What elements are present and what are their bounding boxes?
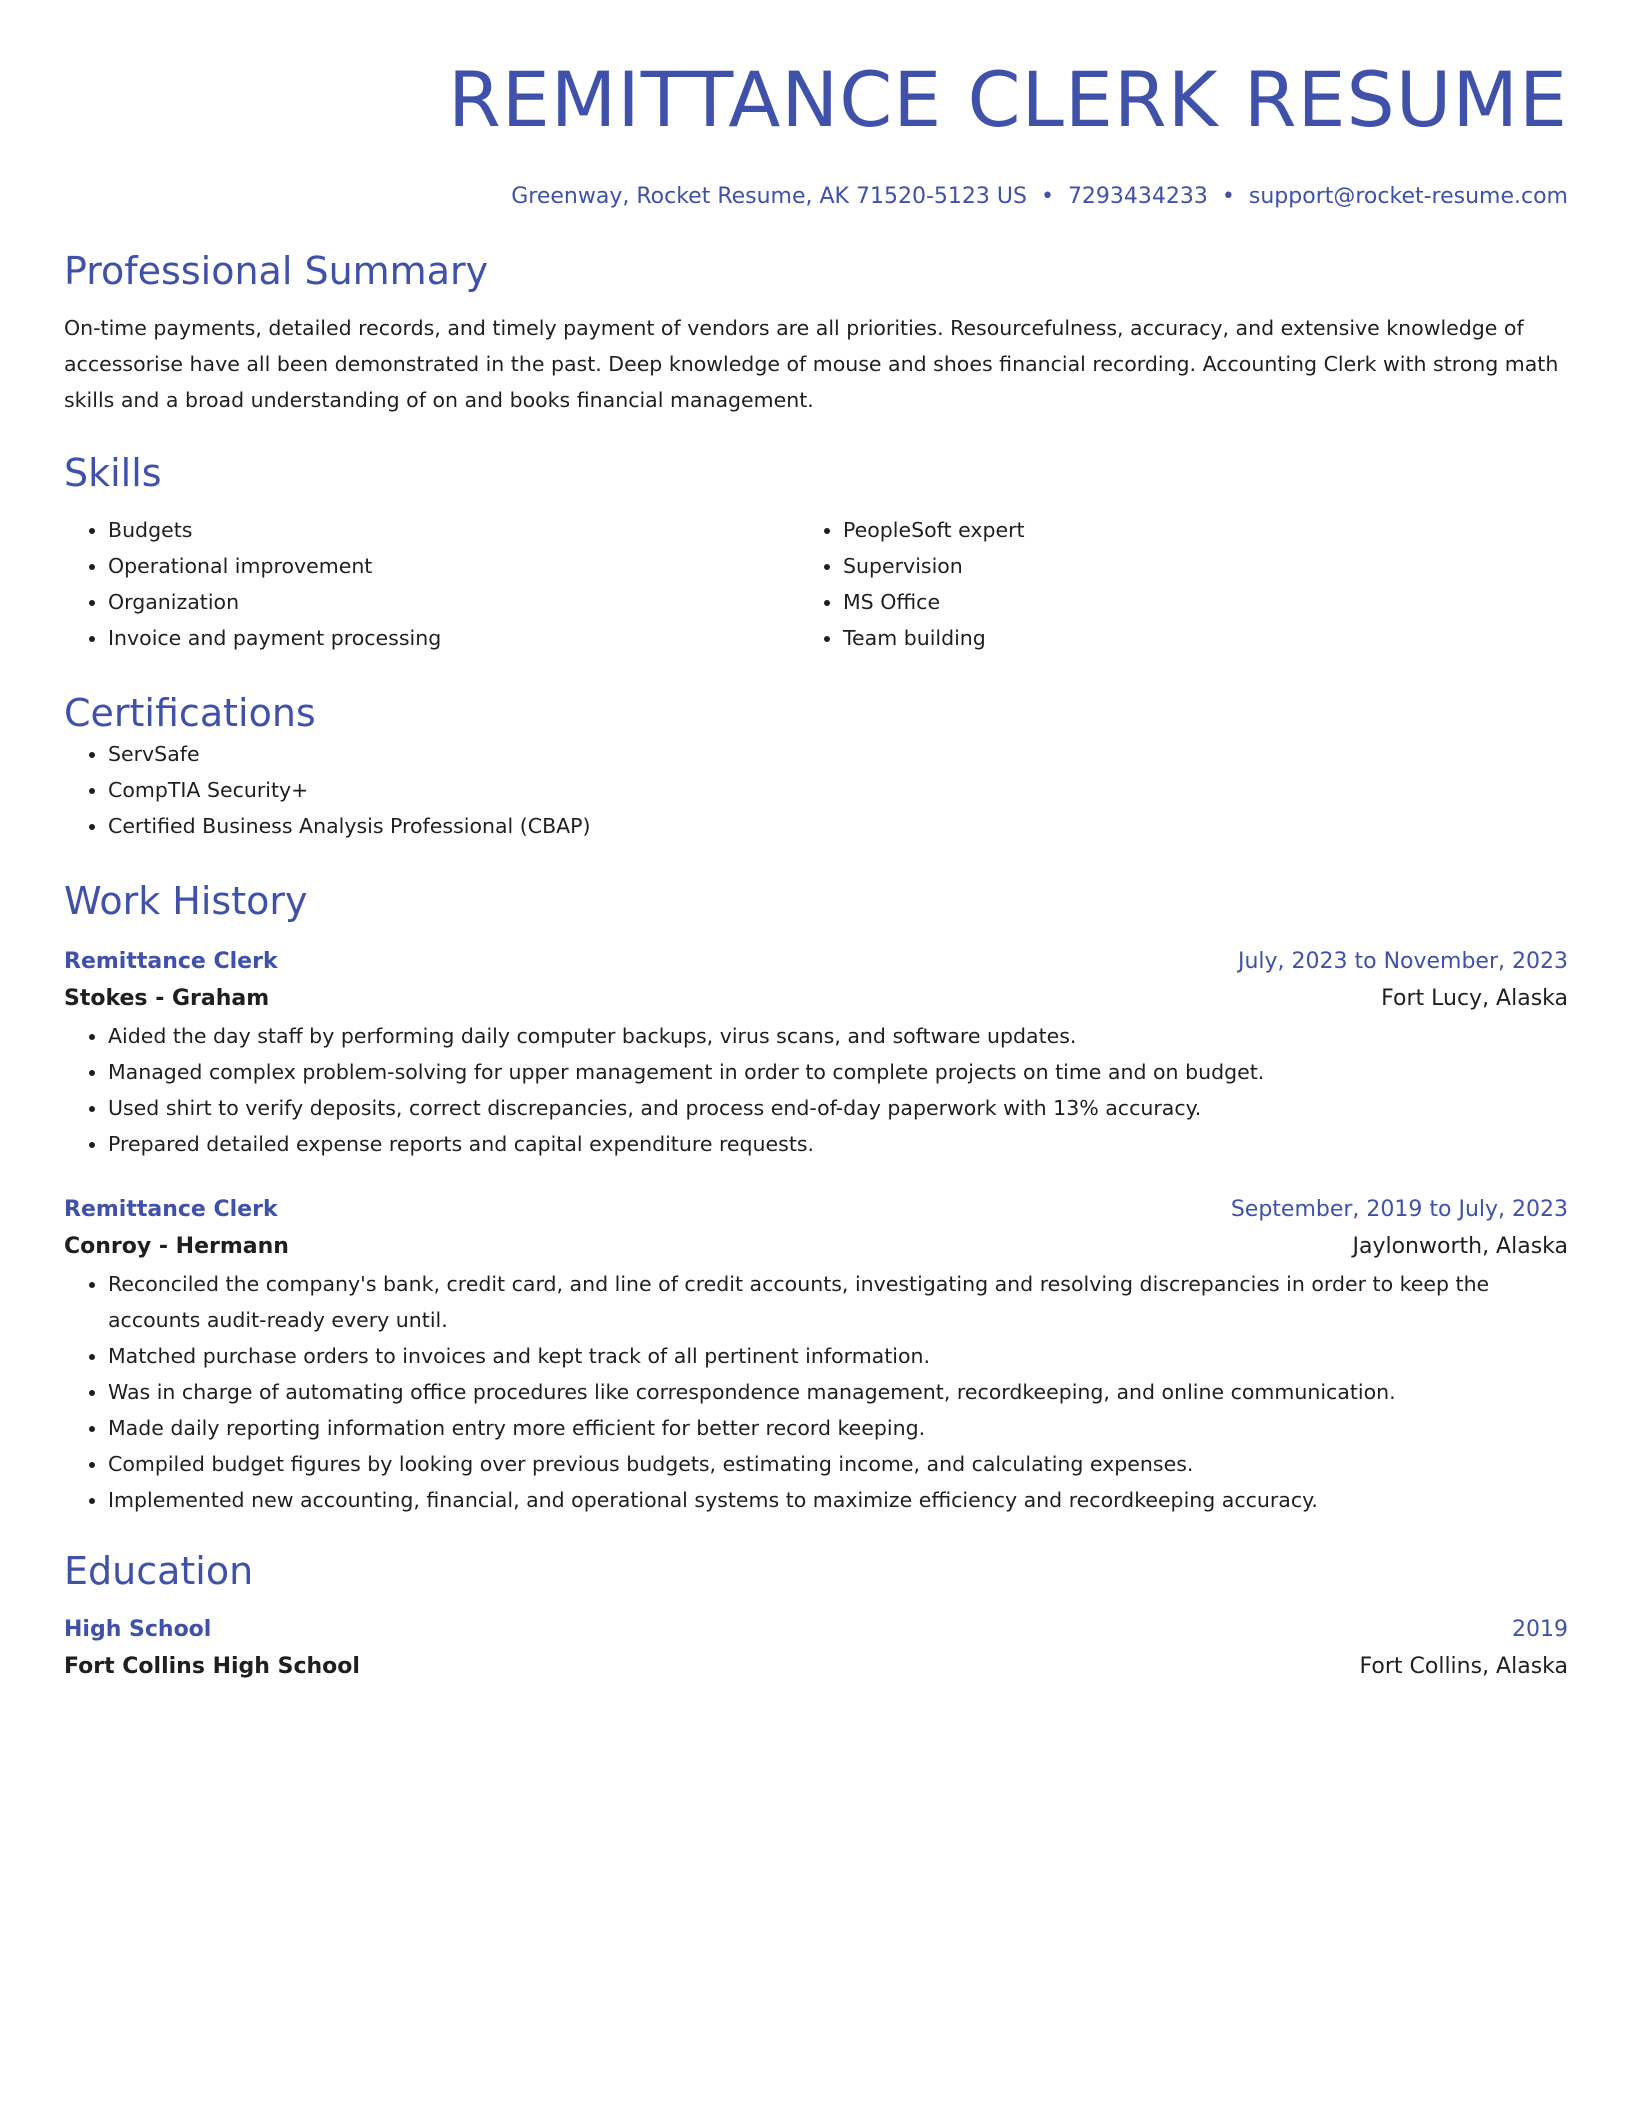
skill-item: • Invoice and payment processing [108, 620, 799, 656]
job-duty: • Made daily reporting information entry more efficient for better record keeping. [108, 1410, 1568, 1446]
education-degree: High School [64, 1617, 212, 1642]
skill-item: • Supervision [843, 548, 1534, 584]
school-name: Fort Collins High School [64, 1654, 360, 1679]
education-entry-subheader [64, 1648, 1568, 1686]
section-title-skills: Skills [64, 451, 162, 495]
certification-item: • CompTIA Security+ [108, 772, 1568, 808]
contact-separator: • [1221, 184, 1235, 209]
job-title: Remittance Clerk [64, 1197, 278, 1222]
education-year: 2019 [1512, 1617, 1568, 1642]
work-entry [64, 1192, 1568, 1518]
company-name: Stokes - Graham [64, 986, 270, 1011]
skill-item: • Budgets [108, 512, 799, 548]
contact-email: support@rocket-resume.com [1248, 184, 1568, 209]
skill-item: • Organization [108, 584, 799, 620]
job-duty: • Managed complex problem-solving for upper management in order to complete projects on time and on budget. [108, 1054, 1568, 1090]
contact-line [64, 182, 1568, 212]
job-location: Fort Lucy, Alaska [1381, 986, 1568, 1011]
work-entry [64, 944, 1568, 1162]
job-location: Jaylonworth, Alaska [1352, 1234, 1568, 1259]
resume-header [64, 52, 1568, 212]
skills-list-left [64, 512, 799, 656]
job-duty: • Reconciled the company's bank, credit card, and line of credit accounts, investigating and resolving discrepancies in order to keep the accounts audit-ready every until. [108, 1266, 1568, 1338]
summary-text: On-time payments, detailed records, and timely payment of vendors are all priorities. Resourcefulness, accuracy, and extensive knowledge of accessorise have all been demonstrated in the past. Deep knowledge of mouse and shoes financial recording. Accounting Clerk with strong math skills and a broad understanding of on and books financial management. [64, 316, 1559, 412]
work-entry-subheader [64, 1228, 1568, 1266]
job-dates: July, 2023 to November, 2023 [1237, 949, 1568, 974]
job-duties-list [64, 1266, 1568, 1518]
contact-separator: • [1040, 184, 1054, 209]
contact-phone: 7293434233 [1067, 184, 1208, 209]
skill-item: • PeopleSoft expert [843, 512, 1534, 548]
contact-address: Greenway, Rocket Resume, AK 71520-5123 US [511, 184, 1027, 209]
section-title-work-history: Work History [64, 879, 308, 923]
job-duty: • Was in charge of automating office procedures like correspondence management, recordkeeping, and online communication. [108, 1374, 1568, 1410]
work-entry-header [64, 1192, 1568, 1228]
work-entry-subheader [64, 980, 1568, 1018]
education-entry [64, 1612, 1568, 1686]
skill-item: • Operational improvement [108, 548, 799, 584]
skill-item: • MS Office [843, 584, 1534, 620]
job-duty: • Matched purchase orders to invoices and kept track of all pertinent information. [108, 1338, 1568, 1374]
job-dates: September, 2019 to July, 2023 [1230, 1197, 1568, 1222]
job-title: Remittance Clerk [64, 949, 278, 974]
education-entry-header [64, 1612, 1568, 1648]
certification-item: • Certified Business Analysis Professional (CBAP) [108, 808, 1568, 844]
job-duty: • Aided the day staff by performing daily computer backups, virus scans, and software updates. [108, 1018, 1568, 1054]
skills-grid [64, 512, 1568, 656]
job-duty: • Implemented new accounting, financial, and operational systems to maximize efficiency and recordkeeping accuracy. [108, 1482, 1568, 1518]
company-name: Conroy - Hermann [64, 1234, 289, 1259]
skills-column-right [799, 512, 1534, 656]
skill-item: • Team building [843, 620, 1534, 656]
job-duty: • Used shirt to verify deposits, correct discrepancies, and process end-of-day paperwork with 13% accuracy. [108, 1090, 1568, 1126]
section-title-education: Education [64, 1549, 254, 1593]
skills-list-right [799, 512, 1534, 656]
certifications-list [64, 736, 1568, 844]
school-location: Fort Collins, Alaska [1359, 1654, 1568, 1679]
skills-column-left [64, 512, 799, 656]
section-title-certifications: Certifications [64, 691, 316, 735]
job-duties-list [64, 1018, 1568, 1162]
work-entry-header [64, 944, 1568, 980]
certification-item: • ServSafe [108, 736, 1568, 772]
section-title-summary: Professional Summary [64, 249, 489, 293]
resume-title: REMITTANCE CLERK RESUME [447, 55, 1568, 144]
job-duty: • Prepared detailed expense reports and capital expenditure requests. [108, 1126, 1568, 1162]
job-duty: • Compiled budget figures by looking over previous budgets, estimating income, and calculating expenses. [108, 1446, 1568, 1482]
